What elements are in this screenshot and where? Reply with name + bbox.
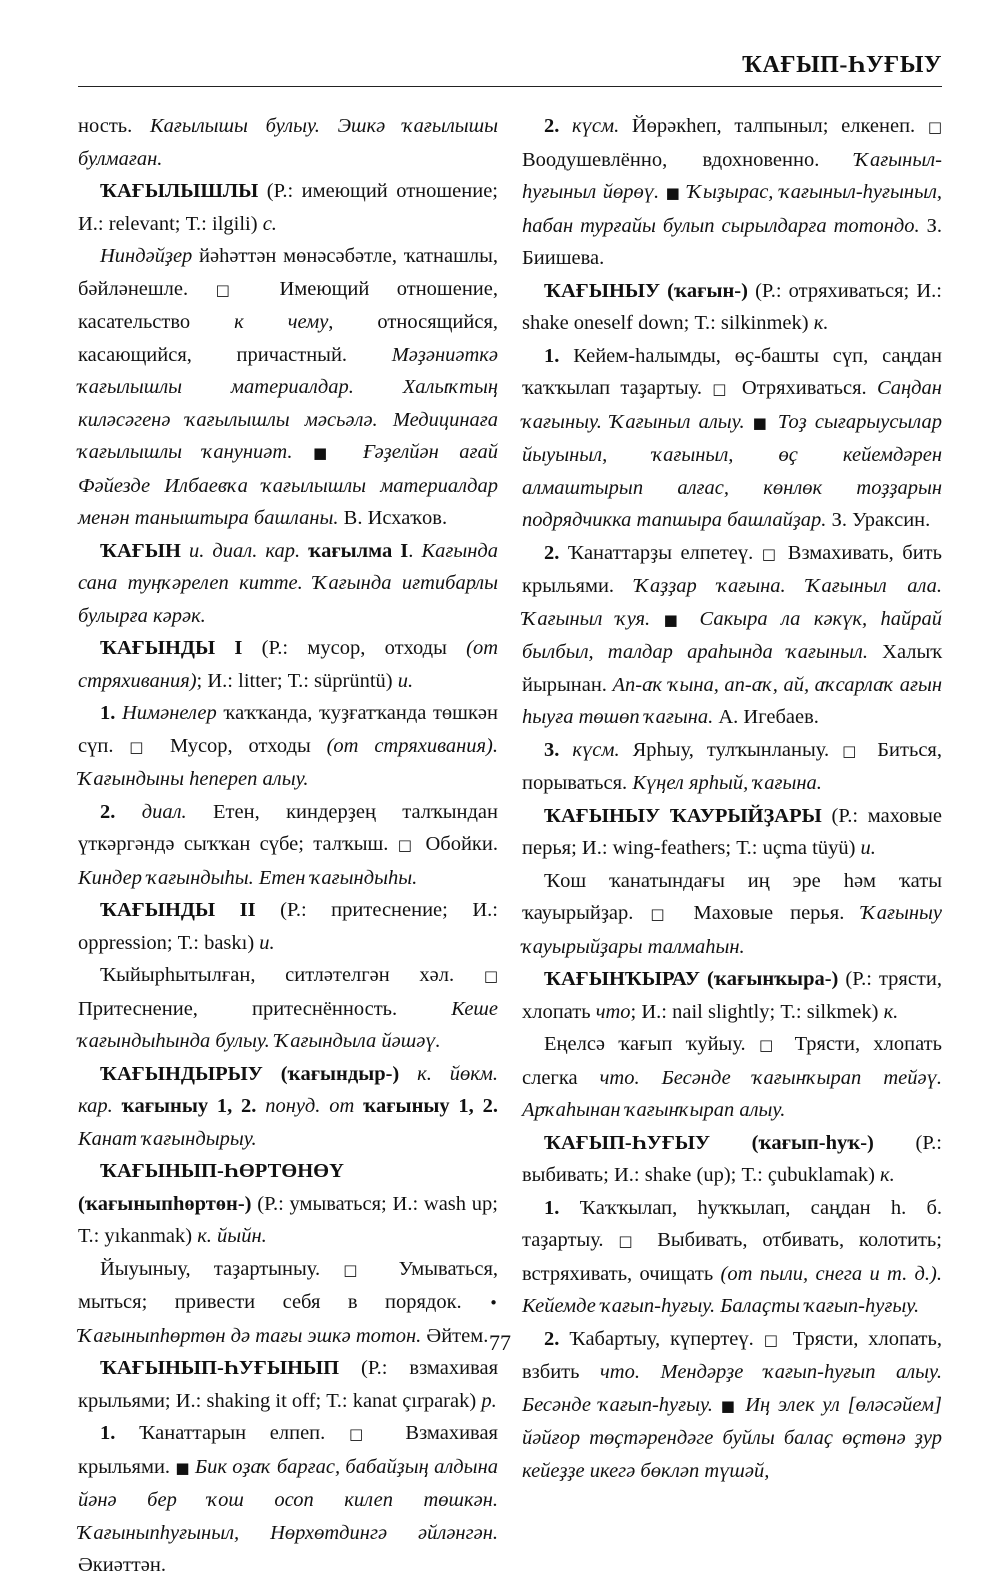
italic-text: к чему xyxy=(234,311,329,333)
dictionary-entry xyxy=(78,535,498,633)
headword: ҠАҒЫЛЫШЛЫ xyxy=(100,180,259,202)
text-segment: Ҡанаттарҙы елпетеү. xyxy=(559,541,762,564)
text-segment: Йыуыныу, таҙартыныу. xyxy=(100,1257,344,1280)
translation-marker-icon: □ xyxy=(650,905,677,923)
dictionary-entry xyxy=(522,1127,942,1192)
text-segment xyxy=(115,702,122,724)
italic-text: Бик оҙаҡ барғас, бабайҙың алдына йәнә бер ҡош осоп килеп төшкән. Ҡағыныпһуғыныл, Нөрхөтдингә әйләнгән. xyxy=(78,1455,498,1544)
entry-paragraph xyxy=(522,734,942,800)
headword: ҠАҒЫНЫУ ҠАУРЫЙҘАРЫ xyxy=(544,804,822,827)
translation-marker-icon: □ xyxy=(763,1330,783,1349)
italic-text: и. xyxy=(259,931,275,954)
text-segment xyxy=(745,411,753,433)
text-segment: (Р.: имеющий отношение; И.: relevant; Т.: ilgili) xyxy=(78,180,498,235)
headword: ҠАҒЫНҠЫРАУ (ҡағынҡыра-) xyxy=(544,968,839,990)
text-segment: (Р.: мусор, отходы xyxy=(242,637,467,659)
bold-text: 1. xyxy=(544,1196,560,1219)
text-segment: Етен, киндерҙең талҡындан үткәргәндә сыҡҡан сүбе; талҡыш. xyxy=(78,800,498,855)
headword: ҠАҒЫНЫУ (ҡағын-) xyxy=(544,279,748,302)
example-marker-icon: ■ xyxy=(720,1396,738,1415)
text-segment: З. Биишева. xyxy=(522,214,943,269)
text-segment: (Р.: притеснение; И.: oppression; Т.: baskı) xyxy=(78,899,498,954)
example-marker-icon: • xyxy=(489,1294,498,1312)
entry-paragraph xyxy=(522,1028,942,1127)
dictionary-entry xyxy=(522,275,942,340)
headword: ҠАҒЫНДЫ II xyxy=(100,899,256,921)
text-segment xyxy=(770,411,778,433)
italic-text: к. йыйн. xyxy=(197,1225,267,1247)
text-segment: Ҡабартыу, күпертеү. xyxy=(559,1327,764,1350)
headword: ҠАҒЫП-ҺУҒЫУ (ҡағып-һуҡ-) xyxy=(544,1131,874,1154)
entry-paragraph xyxy=(78,697,498,796)
entry-paragraph xyxy=(78,796,498,895)
italic-text: Саңдан ҡағыныу. Ҡағыныл алыу. xyxy=(522,377,942,433)
entry-paragraph xyxy=(522,110,942,275)
italic-text: Мәҙәниәткә ҡағылышлы материалдар. Халыҡтың киләсәгенә ҡағылышлы мәсьәлә. Медицинаға ҡағылышлы ҡануниәт. xyxy=(78,343,498,463)
translation-marker-icon: □ xyxy=(215,280,253,299)
italic-text: Сакыра ла кәкүк, һайрай былбыл, талдар араһында ҡағыныл. xyxy=(522,607,943,663)
entry-paragraph xyxy=(78,240,498,535)
italic-text: с. xyxy=(262,212,277,235)
italic-text: Ғәҙелйән ағай Фәйезде Илбаевҡа ҡағылышлы материалдар менән таныштыра башланы. xyxy=(78,441,499,529)
dictionary-entry xyxy=(78,894,498,959)
bold-text: 1. xyxy=(100,702,116,724)
text-segment: Әйтем. xyxy=(421,1324,489,1347)
text-segment xyxy=(713,1394,721,1416)
italic-text: Киндер ҡағындыһы. Етен ҡағындыһы. xyxy=(78,866,418,889)
text-segment: Еңелсә ҡағып ҡуйыу. xyxy=(544,1033,759,1055)
headword: ҠАҒЫНЫП-ҺУҒЫНЫП xyxy=(100,1357,340,1379)
bold-text: 2. xyxy=(544,115,560,137)
text-segment: Ҡаҡҡылап, һуҡҡылап, саңдан һ. б. таҙартыу. xyxy=(522,1196,942,1251)
italic-text: Ниндәйҙер xyxy=(100,245,193,267)
entry-paragraph xyxy=(78,110,498,175)
dictionary-entry xyxy=(78,1352,498,1417)
entry-paragraph xyxy=(78,1417,498,1582)
text-segment xyxy=(686,608,699,630)
bold-text: 1. xyxy=(100,1422,116,1444)
italic-text: күсм. xyxy=(572,738,620,761)
text-segment: Трясти, хлопать слегка xyxy=(522,1033,942,1089)
page-header xyxy=(78,52,942,82)
translation-marker-icon: □ xyxy=(842,741,865,760)
italic-text: Ҡағыныпһөртөн дә тағы эшкә тотон. xyxy=(78,1324,422,1347)
italic-text: Ҡағыныл-һуғыныл йөрөү. xyxy=(522,148,942,203)
italic-text: (от стряхивания). Ҡағындыны һепереп алыу. xyxy=(78,734,498,790)
text-segment xyxy=(559,115,572,137)
text-segment: ; И.: nail slightly; Т.: silkmek) xyxy=(630,1000,884,1023)
example-marker-icon: ■ xyxy=(175,1458,190,1477)
text-segment: ность. xyxy=(78,115,150,137)
dictionary-entry xyxy=(78,1058,498,1156)
italic-text: что. Мендәрҙе ҡағып-һуғып алыу. Бесәнде ҡағып-һуғыу. xyxy=(522,1361,942,1416)
example-marker-icon: ■ xyxy=(752,413,770,432)
italic-text: Ҡыҙырас, ҡағыныл-һуғыныл, һабан турғайы булып сырылдарға тотондо. xyxy=(522,181,943,237)
entry-paragraph xyxy=(522,340,942,537)
italic-text: Күңел ярһый, ҡағына. xyxy=(632,772,822,794)
italic-text: Иң элек ул [өләсәйем] йәйғор төҫтәрендәге буйлы балаҫ өҫтөнә ҙур кейеҙҙе икегә бөкләп түшәй, xyxy=(522,1393,942,1482)
italic-text: к. xyxy=(813,312,829,334)
headword: ҠАҒЫНДЫРЫУ (ҡағындыр-) xyxy=(100,1062,400,1085)
entry-paragraph xyxy=(522,1192,942,1323)
text-segment: ; И.: litter; Т.: süprüntü) xyxy=(196,669,398,692)
italic-text: и. диал. кар. xyxy=(180,539,309,562)
italic-text: к. xyxy=(880,1164,895,1186)
italic-text: Кағында сана туңҡәрелеп китте. Ҡағында иғтибарлы булырға кәрәк. xyxy=(78,539,499,627)
text-segment: Притеснение, притеснённость. xyxy=(78,997,452,1020)
dictionary-entry xyxy=(78,632,498,697)
page-number: 77 xyxy=(489,1330,511,1355)
example-marker-icon: ■ xyxy=(665,184,682,202)
text-segment: Кейем-һалымды, өҫ-башты сүп, саңдан ҡаҡҡылап таҙартыу. xyxy=(522,344,942,399)
text-segment: Отряхиваться. xyxy=(731,377,877,399)
running-head: ҠАҒЫП-ҺУҒЫУ xyxy=(742,52,942,78)
entry-paragraph xyxy=(522,865,942,964)
text-segment: Обойки. xyxy=(416,833,498,855)
italic-text: диал. xyxy=(141,800,187,823)
bold-text: ҡағылма I xyxy=(308,539,409,562)
headword: ҠАҒЫНЫП-ҺӨРТӨНӨҮ (ҡағыныпһөртөн-) xyxy=(78,1160,344,1215)
text-segment: Ярһыу, тулҡынланыу. xyxy=(619,738,843,761)
translation-marker-icon: □ xyxy=(397,836,417,854)
text-segment: Йөрәкһеп, талпыныл; елкенеп. xyxy=(619,115,928,137)
bold-text: 2. xyxy=(100,800,116,823)
text-segment: З. Уракcин. xyxy=(826,509,931,531)
entry-paragraph xyxy=(78,959,498,1058)
dictionary-entry xyxy=(78,1155,498,1253)
text-segment: Имеющий отношение, касательство xyxy=(78,277,498,333)
bold-text: ҡағыныу 1, 2. xyxy=(121,1095,257,1117)
header-rule xyxy=(78,86,942,87)
italic-text: р. xyxy=(481,1389,497,1412)
bold-text: 2. xyxy=(544,541,560,564)
translation-marker-icon: □ xyxy=(129,737,155,756)
text-segment xyxy=(293,441,313,463)
text-segment: Әкиәттән. xyxy=(78,1554,166,1576)
italic-text: Нимәнелер xyxy=(121,702,217,724)
translation-marker-icon: □ xyxy=(712,380,732,398)
italic-text: күсм. xyxy=(572,115,620,137)
text-segment: Трясти, хлопать, взбить xyxy=(522,1327,942,1383)
text-segment: Мусор, отходы xyxy=(154,734,327,757)
example-marker-icon: ■ xyxy=(663,610,687,629)
italic-text: и. xyxy=(397,669,414,692)
translation-marker-icon: □ xyxy=(343,1260,376,1279)
text-segment xyxy=(115,801,141,823)
translation-marker-icon: □ xyxy=(483,967,498,985)
text-segment: Биться, порываться. xyxy=(522,738,942,794)
italic-text: Тоҙ сығарыусылар йыуыныл, ҡағыныл, өҫ кейемдәрен алмаштырып алғас, көнлөк тоҙҙарын подрядчикка тапшыра башлайҙар. xyxy=(522,410,942,531)
entry-paragraph xyxy=(522,537,942,734)
text-segment: Умываться, мыться; привести себя в порядок. xyxy=(78,1257,498,1313)
italic-text: понуд. от xyxy=(256,1095,364,1117)
translation-marker-icon: □ xyxy=(927,118,943,136)
text-segment: Ҡыйырһытылған, ситләтелгән хәл. xyxy=(100,964,484,986)
italic-text: Канат ҡағындырыу. xyxy=(78,1127,257,1150)
italic-text: Ҡаҙҙар ҡағына. Ҡағыныл ала. Ҡағыныл ҡуя. xyxy=(522,575,943,630)
italic-text: что. Бесәнде ҡағынҡырап тейәү. Арҡаһынан ҡағынҡырап алыу. xyxy=(522,1066,942,1121)
italic-text: Кеше ҡағындыһында булыу. Ҡағындыла йәшәү. xyxy=(78,997,498,1052)
example-marker-icon: ■ xyxy=(313,444,343,462)
translation-marker-icon: □ xyxy=(761,544,780,563)
text-segment xyxy=(650,608,663,630)
text-segment: (Р.: маховые перья; И.: wing-feathers; Т.: uçma tüyü) xyxy=(522,804,942,859)
italic-text: Кағылышы булыу. Эшкә ҡағылышы булмаған. xyxy=(78,115,498,170)
italic-text: Ҡағыныу ҡауырыйҙары талмаһын. xyxy=(522,902,942,958)
text-segment: Воодушевлённо, вдохновенно. xyxy=(522,148,855,171)
dictionary-entry xyxy=(522,800,942,865)
text-segment: Ҡанаттарын елпеп. xyxy=(115,1422,349,1444)
italic-text: к. йөкм. кар. xyxy=(78,1062,498,1117)
text-segment: ҡаҡҡанда, ҡуҙғатҡанда төшкән сүп. xyxy=(78,702,498,757)
text-segment: Ҡош ҡанатындағы иң эре һәм ҡаты ҡауырыйҙар. xyxy=(522,869,942,924)
dictionary-entry xyxy=(78,175,498,240)
text-segment xyxy=(343,441,363,463)
text-segment: йәһәттән мөнәсәбәтле, ҡатнашлы, бәйләнешле. xyxy=(78,245,498,300)
bold-text: 3. xyxy=(544,738,560,761)
left-column xyxy=(78,110,498,1582)
text-segment: Халыҡ йырынан. xyxy=(522,641,942,696)
italic-text: и. xyxy=(860,837,876,859)
text-segment: Взмахивая крыльями. xyxy=(78,1422,498,1478)
text-segment: В. Исхаҡов. xyxy=(338,507,448,529)
italic-text: (от пыли, снега и т. д.). Кейемде ҡағып-һуғыу. Балаҫты ҡағып-һуғыу. xyxy=(522,1262,942,1317)
text-segment: , относящийся, касающийся, причастный. xyxy=(78,311,498,366)
text-segment: (Р.: отряхиваться; И.: shake oneself down; Т.: silkinmek) xyxy=(522,279,942,334)
text-segment: (Р.: умываться; И.: wash up; Т.: yıkanmak) xyxy=(78,1192,498,1247)
bold-text: ҡағыныу 1, 2. xyxy=(363,1095,498,1117)
text-segment xyxy=(559,739,572,761)
headword: ҠАҒЫНДЫ I xyxy=(100,637,243,659)
text-segment: Взмахивать, бить крыльями. xyxy=(522,541,942,597)
text-segment: . xyxy=(408,539,422,562)
text-segment: Маховые перья. xyxy=(676,902,862,924)
italic-text: что xyxy=(595,1000,631,1023)
translation-marker-icon: □ xyxy=(618,1232,643,1250)
italic-text: (от стряхивания) xyxy=(78,637,499,692)
text-segment: А. Игебаев. xyxy=(713,706,819,728)
dictionary-entry xyxy=(522,963,942,1028)
translation-marker-icon: □ xyxy=(758,1036,782,1054)
text-segment: Выбивать, отбивать, колотить; встряхивать, очищать xyxy=(522,1229,942,1285)
italic-text: Ап-аҡ ҡына, ап-аҡ, ай, аҡсарлаҡ ағын һыуға төшөп ҡағына. xyxy=(522,673,943,728)
italic-text: к. xyxy=(883,1000,899,1023)
text-segment: (Р.: выбивать; И.: shake (up); Т.: çubuklamak) xyxy=(522,1131,942,1186)
text-segment: (Р.: трясти, хлопать xyxy=(522,968,942,1023)
text-segment: (Р.: взмахивая крыльями; И.: shaking it off; Т.: kanat çırparak) xyxy=(78,1357,498,1412)
bold-text: 2. xyxy=(544,1327,560,1350)
bold-text: 1. xyxy=(544,344,560,367)
right-column xyxy=(522,110,942,1487)
headword: ҠАҒЫН xyxy=(100,539,181,562)
translation-marker-icon: □ xyxy=(348,1425,382,1443)
